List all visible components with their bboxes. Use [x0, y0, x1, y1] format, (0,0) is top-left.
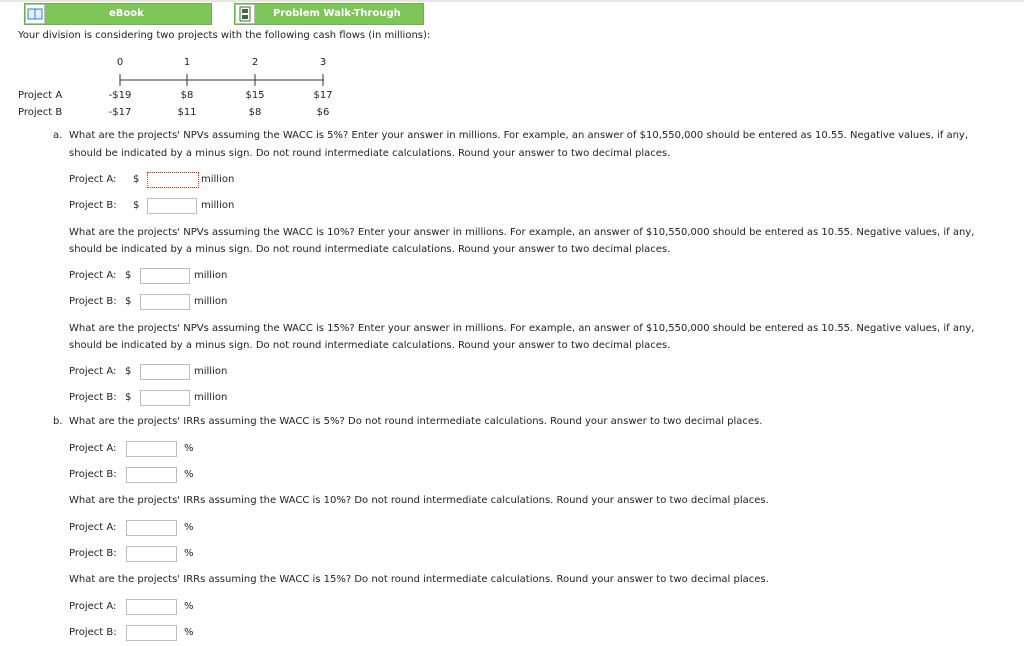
project-a-cf-3: $17: [313, 90, 333, 101]
project-a-cf-1: $8: [180, 90, 194, 101]
irr10-project-b-input[interactable]: [126, 546, 177, 562]
ebook-tab[interactable]: [24, 3, 212, 25]
npv15-project-a-unit: million: [194, 366, 228, 377]
irr5-project-a-unit: %: [184, 443, 194, 454]
part-b-marker: b.: [53, 416, 63, 427]
intro-text: Your division is considering two projects with the following cash flows (in millions):: [18, 30, 431, 41]
npv15-project-a-input[interactable]: [140, 364, 190, 380]
npv5-project-b-input[interactable]: [147, 198, 197, 214]
irr10-project-b-label: Project B:: [69, 548, 117, 559]
npv15-project-b-input[interactable]: [140, 390, 190, 406]
irr15-project-b-label: Project B:: [69, 627, 117, 638]
npv15-project-b-unit: million: [194, 392, 228, 403]
irr10-project-a-label: Project A:: [69, 522, 117, 533]
npv15-project-b-label: Project B:: [69, 392, 117, 403]
npv10-question-line2: should be indicated by a minus sign. Do not round intermediate calculations. Round your answer to two decimal places.: [69, 244, 671, 255]
irr5-project-b-unit: %: [184, 469, 194, 480]
npv10-project-b-dollar: $: [125, 296, 132, 307]
project-a-row-label: Project A: [18, 90, 63, 101]
period-1: 1: [183, 57, 191, 68]
book-icon: [25, 4, 45, 24]
irr15-project-a-label: Project A:: [69, 601, 117, 612]
walkthrough-tab[interactable]: [234, 3, 424, 25]
npv15-project-a-label: Project A:: [69, 366, 117, 377]
npv15-question-line1: What are the projects' NPVs assuming the WACC is 15%? Enter your answer in millions. For example, an answer of $10,550,000 should be entered as 10.55. Negative values, if any,: [69, 323, 975, 334]
irr10-project-a-unit: %: [184, 522, 194, 533]
npv10-question-line1: What are the projects' NPVs assuming the WACC is 10%? Enter your answer in millions. For example, an answer of $10,550,000 should be entered as 10.55. Negative values, if any,: [69, 227, 975, 238]
timeline-axis: [110, 70, 340, 90]
npv15-project-b-dollar: $: [125, 392, 132, 403]
walkthrough-tab-label: Problem Walk-Through: [273, 8, 401, 19]
irr10-question: What are the projects' IRRs assuming the WACC is 10%? Do not round intermediate calculations. Round your answer to two decimal places.: [69, 495, 769, 506]
npv15-question-line2: should be indicated by a minus sign. Do not round intermediate calculations. Round your answer to two decimal places.: [69, 340, 671, 351]
npv5-project-a-label: Project A:: [69, 174, 117, 185]
npv5-project-a-dollar: $: [133, 174, 140, 185]
irr5-question: What are the projects' IRRs assuming the WACC is 5%? Do not round intermediate calculations. Round your answer to two decimal places.: [69, 416, 763, 427]
irr15-project-b-unit: %: [184, 627, 194, 638]
part-a-marker: a.: [53, 130, 63, 141]
npv5-project-b-unit: million: [201, 200, 235, 211]
period-2: 2: [251, 57, 259, 68]
irr5-project-a-label: Project A:: [69, 443, 117, 454]
project-b-cf-1: $11: [177, 107, 197, 118]
period-0: 0: [116, 57, 124, 68]
npv10-project-a-label: Project A:: [69, 270, 117, 281]
project-b-cf-0: -$17: [108, 107, 132, 118]
npv5-project-a-input[interactable]: [147, 172, 199, 188]
npv15-project-a-dollar: $: [125, 366, 132, 377]
ebook-tab-label: eBook: [109, 8, 144, 19]
npv5-project-a-unit: million: [201, 174, 235, 185]
irr15-project-a-unit: %: [184, 601, 194, 612]
npv10-project-a-input[interactable]: [140, 268, 190, 284]
irr10-project-b-unit: %: [184, 548, 194, 559]
irr5-project-b-label: Project B:: [69, 469, 117, 480]
npv5-project-b-label: Project B:: [69, 200, 117, 211]
npv10-project-a-dollar: $: [125, 270, 132, 281]
irr15-question: What are the projects' IRRs assuming the WACC is 15%? Do not round intermediate calculations. Round your answer to two decimal places.: [69, 574, 769, 585]
project-a-cf-2: $15: [245, 90, 265, 101]
npv10-project-b-label: Project B:: [69, 296, 117, 307]
npv5-project-b-dollar: $: [133, 200, 140, 211]
npv5-question-line1: What are the projects' NPVs assuming the WACC is 5%? Enter your answer in millions. For example, an answer of $10,550,000 should be entered as 10.55. Negative values, if any,: [69, 130, 969, 141]
period-3: 3: [319, 57, 327, 68]
npv10-project-b-unit: million: [194, 296, 228, 307]
project-b-row-label: Project B: [18, 107, 63, 118]
project-b-cf-3: $6: [316, 107, 330, 118]
npv10-project-a-unit: million: [194, 270, 228, 281]
npv5-question-line2: should be indicated by a minus sign. Do not round intermediate calculations. Round your answer to two decimal places.: [69, 148, 671, 159]
npv10-project-b-input[interactable]: [140, 294, 190, 310]
project-b-cf-2: $8: [248, 107, 262, 118]
project-a-cf-0: -$19: [108, 90, 132, 101]
irr5-project-a-input[interactable]: [126, 441, 177, 457]
top-divider: [0, 0, 1024, 2]
irr15-project-a-input[interactable]: [126, 599, 177, 615]
film-icon: [235, 4, 255, 24]
irr10-project-a-input[interactable]: [126, 520, 177, 536]
irr15-project-b-input[interactable]: [126, 625, 177, 641]
irr5-project-b-input[interactable]: [126, 467, 177, 483]
